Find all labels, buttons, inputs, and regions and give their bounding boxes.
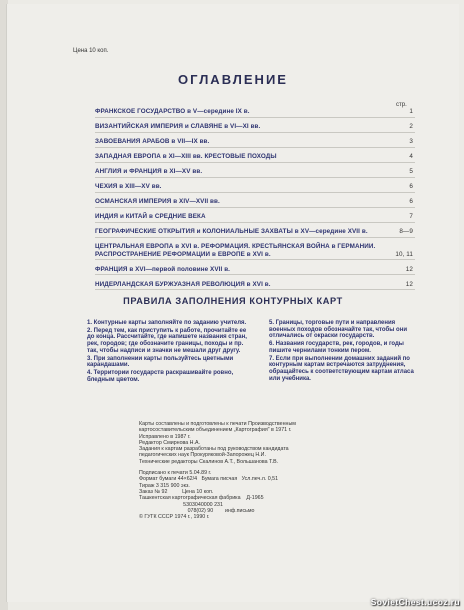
toc-list (95, 108, 415, 296)
toc-item-page: 7 (409, 213, 413, 220)
toc-item-page: 3 (409, 138, 413, 145)
rule-item: 1. Контурные карты заполняйте по заданию учителя. (87, 320, 247, 326)
imprint-line: Задания к картам разработаны под руководством кандидата (139, 446, 289, 453)
toc-item (95, 153, 415, 163)
rule-item: 4. Территории государств раскрашивайте ровно, бледным цветом. (87, 369, 234, 383)
toc-item-title: ФРАНЦИЯ в XVI—первой половине XVII в. (95, 265, 231, 273)
toc-item-page: 1 (409, 108, 413, 115)
toc-item-page: 4 (409, 153, 413, 160)
imprint-line: Подписано к печати 5.04.89 г. (139, 470, 212, 477)
toc-item (95, 168, 415, 178)
toc-item-page: 6 (409, 198, 413, 205)
toc-item-page: 6 (409, 183, 413, 190)
toc-item-title: ГЕОГРАФИЧЕСКИЕ ОТКРЫТИЯ и КОЛОНИАЛЬНЫЕ ЗАХВАТЫ в XV—середине XVII в. (95, 228, 368, 235)
price-label: Цена 10 коп. (73, 48, 109, 54)
rule-item: 3. При заполнении карты пользуйтесь цветными карандашами. (87, 355, 234, 369)
rules-left-column (87, 320, 247, 384)
imprint-line: Заказ № 92 Цена 10 коп. (139, 488, 214, 495)
imprint-line: © ГУГК СССР 1974 г., 1990 г. (139, 514, 210, 521)
imprint-line: Ташкентская картографическая фабрика Д-1965 (139, 495, 264, 502)
page-column-label: стр. (396, 102, 407, 108)
document-page (6, 4, 459, 602)
imprint-line: 078(02) 90 инф.письмо (139, 507, 255, 514)
rules-right-column (269, 320, 419, 383)
imprint-line: Карты составлены и подготовлены к печати Производственным (139, 421, 296, 427)
toc-item-title: АНГЛИЯ и ФРАНЦИЯ в XI—XV вв. (95, 168, 203, 175)
toc-item-page: 12 (405, 265, 413, 273)
toc-item (95, 183, 415, 193)
toc-item (95, 198, 415, 208)
toc-item (95, 213, 415, 223)
toc-item-title: ВИЗАНТИЙСКАЯ ИМПЕРИЯ и СЛАВЯНЕ в VI—XI вв. (95, 123, 261, 130)
toc-item-title: ОСМАНСКАЯ ИМПЕРИЯ в XIV—XVII вв. (95, 198, 220, 205)
imprint-line: Редактор Смирнова Н.А. (139, 439, 200, 446)
toc-item (95, 266, 415, 276)
toc-item (95, 243, 415, 260)
toc-item-page: 5 (409, 168, 413, 175)
imprint-line: Исправлено в 1987 г. (139, 433, 191, 440)
toc-item (95, 123, 415, 133)
rule-item: 6. Названия государств, рек, городов, и годы пишите чернилами тонким пером. (269, 341, 404, 354)
toc-item (95, 138, 415, 148)
imprint-line: Тираж 3 315 900 экз. (139, 482, 190, 489)
toc-title: ОГЛАВЛЕНИЕ (178, 72, 288, 87)
watermark: SovietChest.ucoz.ru (370, 597, 460, 607)
imprint-line: 5303040000 231 (139, 501, 223, 508)
toc-item-title: ФРАНКСКОЕ ГОСУДАРСТВО в V—середине IX в. (95, 108, 250, 115)
toc-item-title: ЦЕНТРАЛЬНАЯ ЕВРОПА в XVI в. РЕФОРМАЦИЯ. КРЕСТЬЯНСКАЯ ВОЙНА в ГЕРМАНИИ. РАСПРОСТРАНЕНИЕ РЕФОРМАЦИИ в ЕВРОПЕ в XVI в. (95, 243, 376, 258)
toc-item (95, 228, 415, 238)
imprint-block (139, 421, 419, 520)
imprint-line: Технические редакторы Скалинов А.Т., Вольшанова Т.В. (139, 458, 279, 465)
rule-item: 7. Если при выполнении домашних заданий по контурным картам встречаются затруднения, обращайтесь к соответствующим картам атласа или учебника. (269, 355, 414, 382)
toc-item-title: ИНДИЯ и КИТАЙ в СРЕДНИЕ ВЕКА (95, 213, 206, 220)
rule-item: 2. Перед тем, как приступить к работе, прочитайте ее до конца. Рассчитайте, где напишете названия стран, рек, городов; где обозначите границы, походы и пр. так, чтобы надписи и значки не мешали друг другу. (87, 327, 247, 354)
imprint-line: Формат бумаги 44×62/4 Бумага писчая Усл.печ.л. 0,51 (139, 476, 279, 483)
toc-item-page: 8—9 (399, 228, 413, 235)
rule-item: 5. Границы, торговые пути и направления военных походов обозначайте так, чтобы они отличались от окраски государств. (269, 320, 408, 340)
toc-item-title: ЧЕХИЯ в XIII—XV вв. (95, 183, 162, 190)
toc-item-page: 2 (409, 123, 413, 130)
toc-item-title: ЗАВОЕВАНИЯ АРАБОВ в VII—IX вв. (95, 138, 210, 145)
rules-title: ПРАВИЛА ЗАПОЛНЕНИЯ КОНТУРНЫХ КАРТ (123, 296, 343, 306)
imprint-line: картосоставительским объединением „Картография" в 1971 г. (139, 427, 292, 434)
toc-item-title: ЗАПАДНАЯ ЕВРОПА в XI—XIII вв. КРЕСТОВЫЕ ПОХОДЫ (95, 153, 277, 160)
toc-item-title: НИДЕРЛАНДСКАЯ БУРЖУАЗНАЯ РЕВОЛЮЦИЯ в XVI в. (95, 280, 271, 288)
toc-item-page: 12 (405, 280, 413, 288)
toc-item (95, 281, 415, 291)
imprint-line: педагогических наук Прокуряковой-Запорожец Н.И. (139, 452, 266, 459)
toc-item-page: 10, 11 (395, 250, 413, 258)
toc-item (95, 108, 415, 118)
